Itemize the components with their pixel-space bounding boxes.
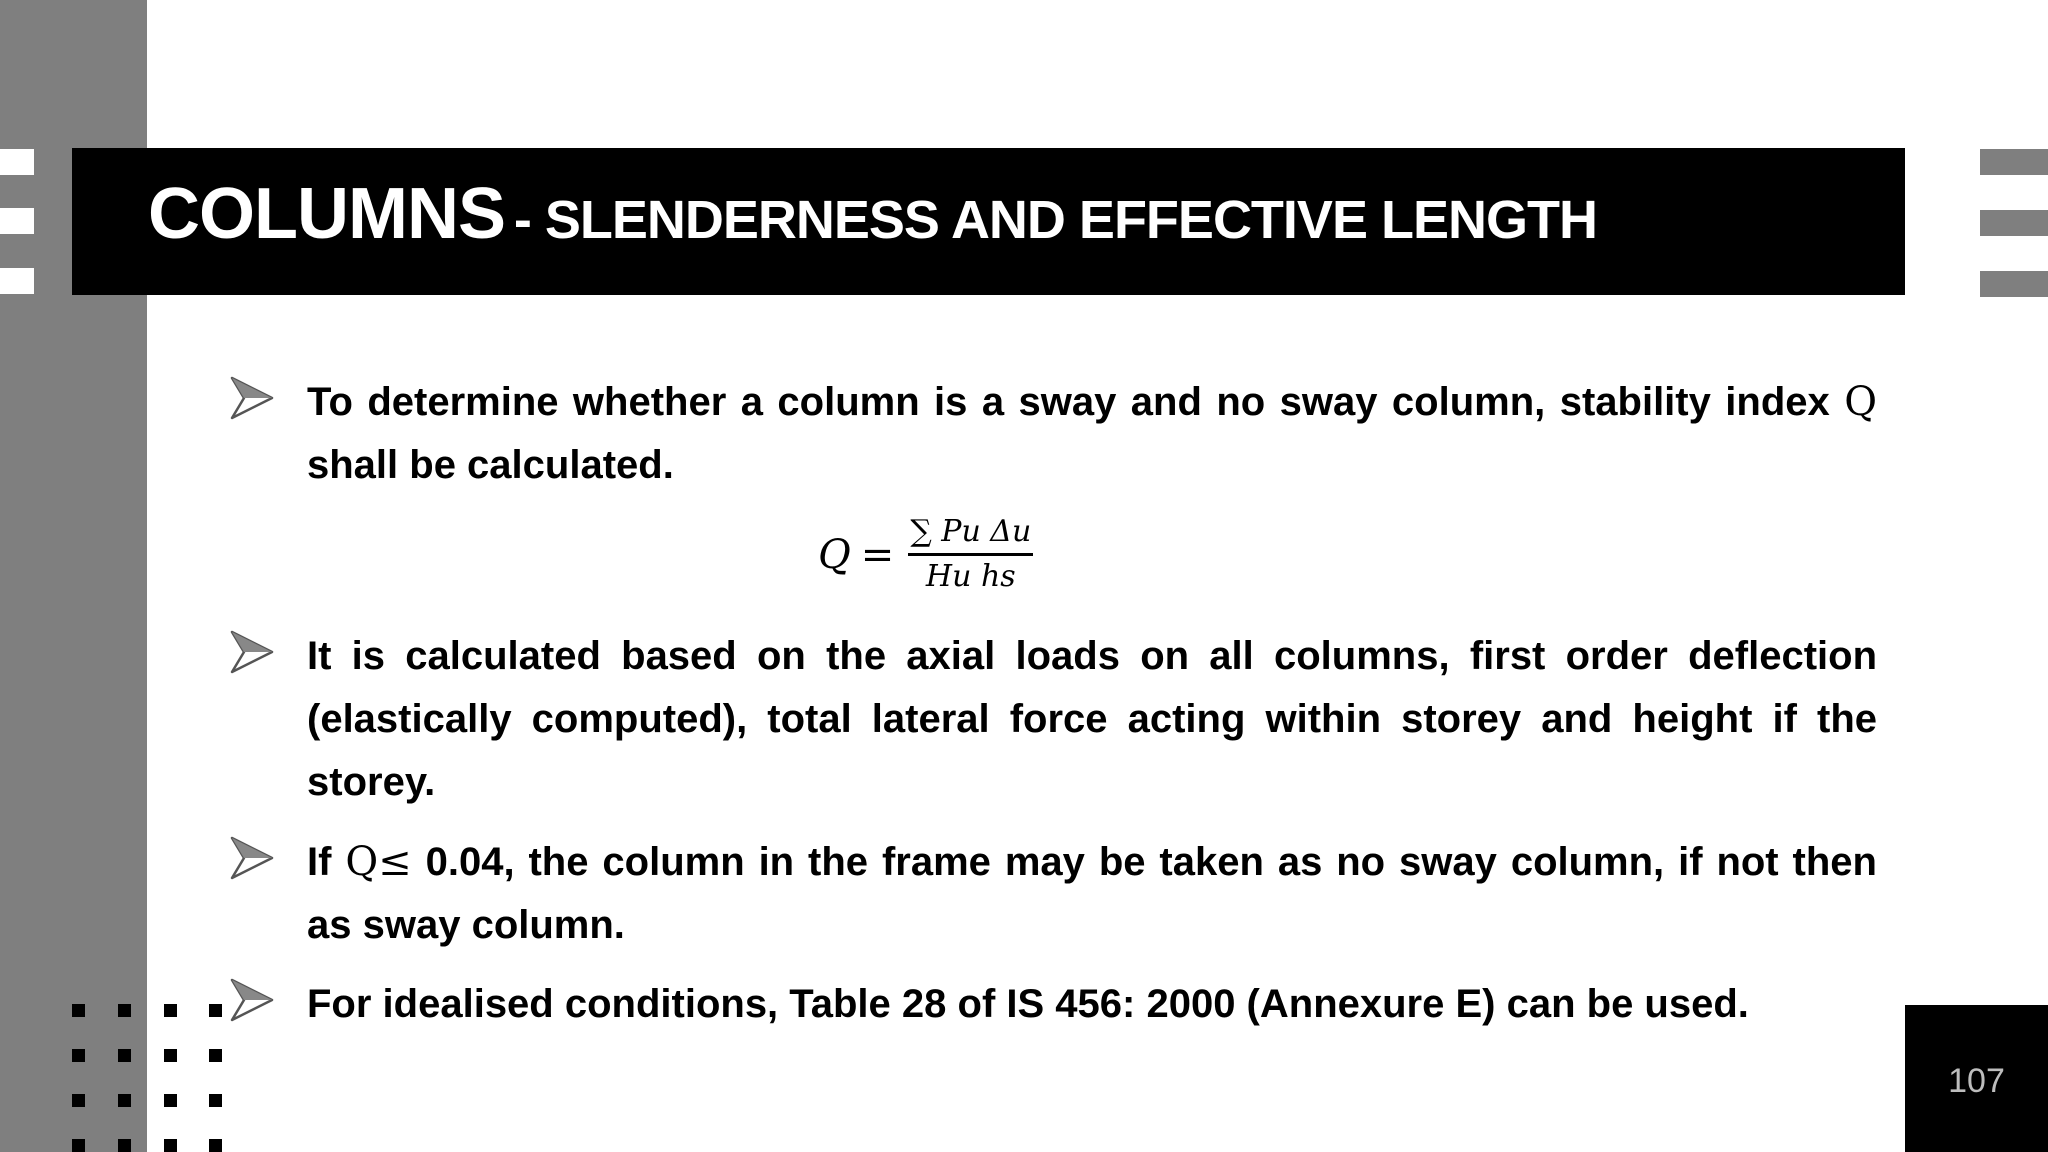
dot <box>118 1049 131 1062</box>
dot <box>164 1004 177 1017</box>
dot <box>164 1094 177 1107</box>
dot <box>118 1094 131 1107</box>
arrowhead-bullet-icon <box>230 978 274 1022</box>
arrowhead-bullet-icon <box>230 376 274 420</box>
title-subtitle: - SLENDERNESS AND EFFECTIVE LENGTH <box>513 190 1597 250</box>
page-number: 107 <box>1948 1062 2005 1100</box>
dot <box>72 1139 85 1152</box>
title-main: COLUMNS <box>148 174 505 254</box>
stability-index-symbol: Q <box>1844 379 1877 425</box>
bullet-no-sway-criterion <box>307 831 1877 957</box>
arrowhead-bullet-icon <box>230 836 274 880</box>
dot <box>72 1094 85 1107</box>
arrowhead-bullet-icon <box>230 630 274 674</box>
left-bar <box>0 268 34 294</box>
left-bar <box>0 208 34 234</box>
formula-lhs: Q <box>818 531 851 578</box>
formula-numerator: ∑ Pu Δu <box>908 515 1033 556</box>
bullet-text: shall be calculated. <box>307 443 674 487</box>
dot <box>72 1049 85 1062</box>
formula-fraction <box>908 515 1033 594</box>
left-bar <box>0 149 34 175</box>
right-bar <box>1980 149 2048 175</box>
dot <box>118 1139 131 1152</box>
stability-index-symbol: Q≤ <box>345 839 412 885</box>
dot <box>209 1139 222 1152</box>
stability-index-formula <box>818 515 1033 594</box>
dot <box>209 1049 222 1062</box>
right-bar <box>1980 210 2048 236</box>
dot <box>164 1139 177 1152</box>
right-bar <box>1980 271 2048 297</box>
formula-denominator: Hu hs <box>925 559 1016 594</box>
bullet-text: 0.04, the column in the frame may be taken as no sway column, if not then as sway column. <box>307 840 1877 947</box>
dot <box>209 1004 222 1017</box>
bullet-calculation-basis: It is calculated based on the axial loads on all columns, first order deflection (elastically computed), total lateral force acting within storey and height if the storey. <box>307 634 1877 804</box>
slide-title <box>148 174 1597 254</box>
dot <box>209 1094 222 1107</box>
bullet-idealised-conditions: For idealised conditions, Table 28 of IS 456: 2000 (Annexure E) can be used. <box>307 982 1749 1026</box>
bullet-sway-definition <box>307 371 1877 497</box>
dot <box>72 1004 85 1017</box>
bullet-text: To determine whether a column is a sway and no sway column, stability index <box>307 380 1845 424</box>
dot <box>164 1049 177 1062</box>
bullet-text: If <box>307 840 346 884</box>
dot <box>118 1004 131 1017</box>
formula-equals: = <box>860 531 895 578</box>
